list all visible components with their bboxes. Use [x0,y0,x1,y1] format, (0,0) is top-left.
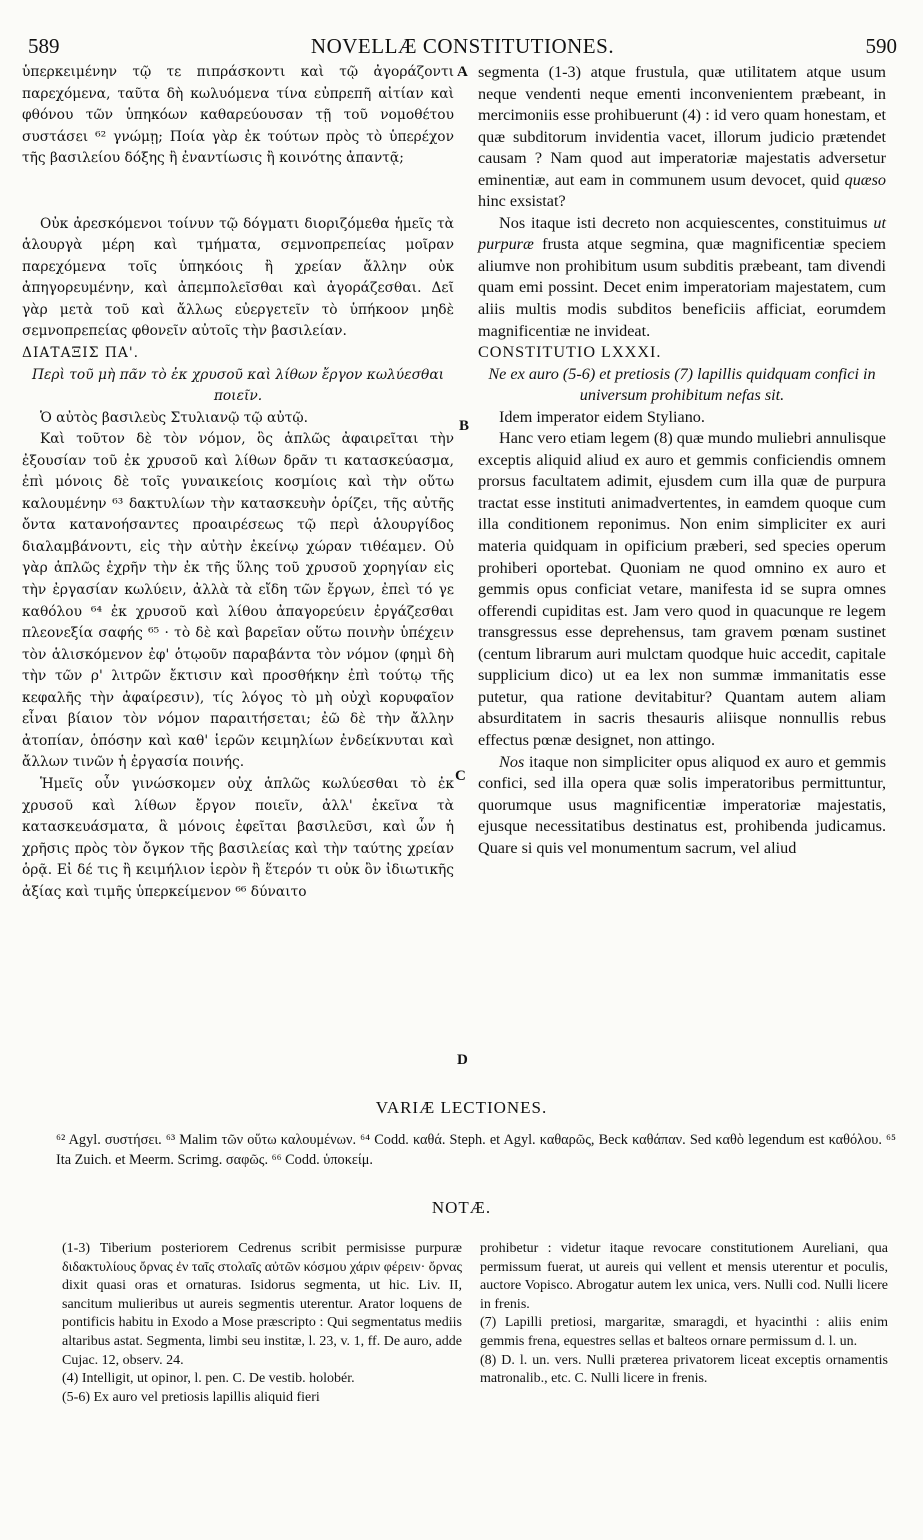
notes-right-column [480,1240,888,1389]
greek-paragraph-2: Οὐκ ἀρεσκόμενοι τοίνυν τῷ δόγματι διοριζόμεθα ἡμεῖς τὰ ἁλουργὰ μέρη καὶ τμήματα, σεμνοπρεπείας μοῖραν παρεχόμενα τοῖς ὑπηκόοις ἢ χρείαν ἄλλην οὐκ ἀπηγορευμένην, καὶ ἀπεμπολεῖσθαι καὶ ἀγοράζεσθαι. Δεῖ γὰρ μετὰ τοῦ καὶ ἄλλως εὐεργετεῖν τὸ ὑπήκοον μηδὲ σεμνοπρεπείας φθονεῖν αὐτοῖς τὴν βασιλείαν. [22,215,454,340]
notae-title: NOTÆ. [431,1198,492,1217]
latin-paragraph-2 [478,213,886,342]
latin-paragraph-1-text: segmenta (1-3) atque frustula, quæ utilitatem atque usum neque vendenti neque ementi inconvenientem præbeant, in mercimoniis esse prohibuerunt (4) : id vero quam honestam, et quæ subditorum invidentia vacet, illorum judicio prætendet causam ? Nam quod aut imperatoriæ majestatis adversetur eminentiæ, aut eam in communem usum devocet, quid [478,63,886,189]
greek-paragraph-3: Καὶ τοῦτον δὲ τὸν νόμον, ὃς ἁπλῶς ἀφαιρεῖται τὴν ἐξουσίαν τοῦ ἐκ χρυσοῦ καὶ λίθων δρᾶν τι κατασκεύασμα, ἐπὶ μόνοις δὲ τοῖς γυναικείοις κοσμίοις καὶ τὴν οὕτω καλουμένην ⁶³ δακτυλίων τὴν κατασκευὴν ὁρίζει, τῆς αὐτῆς ὄντα κατανοήσαντες προαιρέσεως τῷ περὶ ἁλουργίδος διαλαμβάνοντι, εἰς τὴν αὐτὴν ἐκείνῳ χώραν τιθέαμεν. Οὐ γὰρ ἁπλῶς ἐχρῆν τὴν ἐκ τῆς ὕλης τοῦ χρυσοῦ χορηγίαν εἰς τὴν ἐργασίαν κωλύειν, ἀλλὰ τὰ εἴδη τῶν ἔργων, ἐπεὶ τό γε καθόλου ⁶⁴ ἐκ χρυσοῦ καὶ λίθου ἀπαγορεύειν ἐργάζεσθαι πλεονεξία σαφής ⁶⁵ · τὸ δὲ καὶ βαρεῖαν οὕτω ποινὴν ὑπέχειν τὸν ἁλισκόμενον ἐφ' ὁτῳοῦν παραβάντα τὸν νόμον (φημὶ δὴ τὴν τῶν ρ' λιτρῶν ἔκτισιν καὶ προσθήκην ἐπὶ τούτῳ τῆς κεφαλῆς τὴν ἀφαίρεσιν), τίς λόγος τὸ μὴ οὐχὶ κορυφαῖον εἶναι βίαιον τὸν νόμον παραιτήσεται; ἐῶ δὲ τὴν ἄλλην ἀτοπίαν, ὁπόσην καὶ καθ' ἱερῶν κειμηλίων ἐνδείκνυται καὶ ἄλλων τινῶν ἡ ἐργασία ποινής. [22,431,454,771]
note-5-6: (5-6) Ex auro vel pretiosis lapillis aliquid fieri [62,1389,320,1405]
greek-paragraph-4: Ἡμεῖς οὖν γινώσκομεν οὐχ ἁπλῶς κωλύεσθαι τὸ ἐκ χρυσοῦ καὶ λίθων ἔργον ποιεῖν, ἀλλ' ἐκεῖνα τὰ κατασκευάσματα, ἃ μόνοις ἐφεῖται βασιλεῦσι, καὶ ὧν ἡ χρῆσις πρὸς τὸν ὄγκον τῆς βασιλείας καὶ τὴν ταύτης χρείαν ὁρᾷ. Εἰ δέ τις ἢ κειμήλιον ἱερὸν ἢ ἕτερόν τι οὐκ ὂν ἰδιωτικῆς ἀξίας καὶ τιμῆς ὑπερκείμενον ⁶⁶ δύναιτο [22,775,454,900]
greek-column [22,62,454,903]
note-4: (4) Intelligit, ut opinor, l. pen. C. De vestib. holobér. [62,1371,355,1387]
margin-letter-d: D [457,1052,468,1068]
latin-paragraph-4-text: itaque non simpliciter opus aliquod ex auro et gemmis confici, sed illa opera quæ solis imperatoribus permittuntur, quorumque usus magnificentiæ imperatoriæ majestatis, ejusque necessitatibus destinatus est, prohibenda judicamus. Quare si quis vel monumentum sacrum, vel aliud [478,752,886,857]
latin-quaeso: quæso [844,170,886,189]
running-head [28,34,897,60]
notes-left-column [62,1240,462,1407]
variae-lectiones-text: ⁶² Agyl. συστήσει. ⁶³ Malim τῶν οὕτω καλουμένων. ⁶⁴ Codd. καθά. Steph. et Agyl. καθαρῶς, Beck καθάπαν. Sed καθὸ legendum est καθόλου. ⁶⁵ Ita Zuich. et Meerm. Scrimg. σαφῶς. ⁶⁶ Codd. ὑποκείμ. [56,1132,896,1168]
latin-constitution-title: Ne ex auro (5-6) et pretiosis (7) lapillis quidquam confici in universum prohibitum nefas sit. [488,364,876,405]
page-number-right: 590 [865,34,897,58]
greek-constitution-title: Περὶ τοῦ μὴ πᾶν τὸ ἐκ χρυσοῦ καὶ λίθων ἔργον κωλύεσθαι ποιεῖν. [31,366,445,405]
greek-paragraph-1: ὑπερκειμένην τῷ τε πιπράσκοντι καὶ τῷ ἀγοράζοντι παρεχόμενα, ταῦτα δὴ κωλυόμενα τίνα εὐπρεπῆ αἰτίαν καὶ φθόνου τῶν ὑπηκόων καθαρεύουσαν τῇ τοῦ νομοθέτου συστάσει ⁶² γνώμῃ; Ποία γὰρ ἐκ τούτων πρὸς τὸ ὑπερέχον τῆς βασιλείου δόξης ἢ ἐναντίωσις ἢ κοινότης ἀπαντᾷ; [22,64,454,167]
latin-paragraph-1-end: hinc exsistat? [478,192,566,211]
latin-column [478,62,886,859]
note-5-6-continued: prohibetur : videtur itaque revocare constitutionem Aureliani, qua permissum fuerat, ut aureis qui vellent et mensis uterentur et poculis, auctore Vopisco. Abrogatur autem lex unica, vers. Nulli cod. Nulli licere in frenis. [480,1241,888,1312]
latin-paragraph-1 [478,62,886,213]
note-1-3: (1-3) Tiberium posteriorem Cedrenus scribit permisisse purpuræ διδακτυλίους ὄρνας ἐν ταῖς στολαῖς αὐτῶν κόσμου χάριν φέρειν· ὄρνας dixit quasi oras et ornaturas. Isidorus segmenta, ut hic. Liv. II, sancitum mulieribus ut aureis segmentis uterentur. Arator loquens de pontificis habitu in Exodo a Mose præscripto : Qui segmentatus mediis altaribus astat. Segmenta, limbi seu institæ, l. 23, v. 1, ff. De auro, adde Cujac. 12, observ. 24. [62,1241,462,1368]
margin-letter-c: C [455,768,466,784]
variae-lectiones-title: VARIÆ LECTIONES. [375,1098,548,1117]
greek-address: Ὁ αὐτὸς βασιλεὺς Στυλιανῷ τῷ αὐτῷ. [39,409,308,426]
running-title: NOVELLÆ CONSTITUTIONES. [310,34,615,58]
latin-paragraph-2-a: Nos itaque isti decreto non acquiescentes, constituimus [499,213,868,232]
margin-letter-a: A [457,64,468,80]
greek-constitution-heading: ΔΙΑΤΑΞΙΣ ΠΑ'. [22,345,140,362]
latin-ut-purpurae: ut purpuræ [478,213,887,254]
latin-paragraph-4 [478,752,886,860]
note-7: (7) Lapilli pretiosi, margaritæ, smaragdi, et hyacinthi : aliis enim gemmis frena, equestres sellas et balteos ornare permissum d. l. un. [480,1315,888,1349]
latin-paragraph-2-b: frusta atque segmina, quæ magnificentiæ speciem aliumve non prohibitum usum subditis præbeant, tam divendi quam emi possint. Decet enim imperatoriam majestatem, cum aliis multis modis subditos beneficiis afficiat, eorumdem magnificentiæ ne invideat. [478,235,886,340]
margin-letter-b: B [459,418,470,434]
latin-constitution-heading: CONSTITUTIO LXXXI. [478,343,662,362]
latin-nos: Nos [499,752,525,771]
latin-address: Idem imperator eidem Styliano. [499,407,705,426]
note-8: (8) D. l. un. vers. Nulli præterea privatorem liceat exceptis ornamentis matronalib., etc. C. Nulli licere in frenis. [480,1352,888,1387]
page-number-left: 589 [28,34,60,58]
latin-paragraph-3: Hanc vero etiam legem (8) quæ mundo muliebri annulisque exceptis aliquid aliud ex auro et gemmis conficiendis omnem prorsus facultatem adimit, ejusdem cum illa quæ de purpura tractat esse instituti animadvertentes, in eamdem quoque cum illa conditionem reponimus. Non enim simpliciter ex auri materia quidquam in opificium præberi, sed species operum prohiberi oportebat. Quoniam ne quod omnino ex auro et gemmis opus conficiat vetare, manifesta id se supra omnes offerendi cupiditas est. Jam vero quod in quacunque re legem transgressus esse deprehensus, tam gravem pœnam sustinet (centum librarum auri mulctam quodque huic accedit, capitale supplicium dico) ut ea lex non summæ immanitatis esse putetur, qua ratione devitabitur? Quantam autem aliam absurditatem in sacris thesauris aliisque nonnullis rebus effectus pœnæ designet, non attingo. [478,429,886,749]
